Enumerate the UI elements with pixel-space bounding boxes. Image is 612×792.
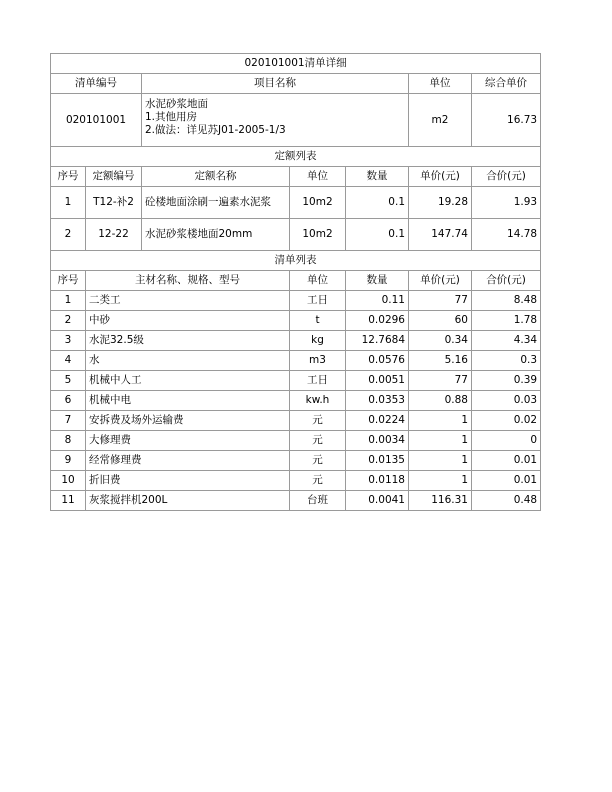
quota-code: 12-22 [86, 219, 142, 251]
quota-row [51, 219, 541, 251]
material-section-title: 清单列表 [51, 251, 541, 271]
material-qty: 0.0135 [346, 451, 409, 471]
quota-section-title: 定额列表 [51, 147, 541, 167]
material-price: 1 [409, 431, 472, 451]
material-total: 8.48 [472, 291, 541, 311]
material-price: 1 [409, 451, 472, 471]
material-row [51, 391, 541, 411]
material-unit: 元 [290, 471, 346, 491]
quota-row [51, 187, 541, 219]
material-total: 4.34 [472, 331, 541, 351]
material-unit: 元 [290, 411, 346, 431]
material-no: 7 [51, 411, 86, 431]
material-price: 60 [409, 311, 472, 331]
material-price: 1 [409, 471, 472, 491]
material-row [51, 431, 541, 451]
material-no: 5 [51, 371, 86, 391]
material-header-no: 序号 [51, 271, 86, 291]
material-total: 0.03 [472, 391, 541, 411]
quota-header-no: 序号 [51, 167, 86, 187]
quota-total: 1.93 [472, 187, 541, 219]
bill-code: 020101001 [51, 94, 142, 147]
quota-header-name: 定额名称 [142, 167, 290, 187]
material-total: 0.48 [472, 491, 541, 511]
bill-description [142, 94, 409, 147]
material-name: 机械中人工 [86, 371, 290, 391]
material-row [51, 451, 541, 471]
quota-total: 14.78 [472, 219, 541, 251]
material-name: 机械中电 [86, 391, 290, 411]
material-header-price: 单价(元) [409, 271, 472, 291]
bill-desc-line: 2.做法：详见苏J01-2005-1/3 [145, 124, 286, 136]
material-row [51, 291, 541, 311]
material-name: 安拆费及场外运输费 [86, 411, 290, 431]
material-total: 1.78 [472, 311, 541, 331]
material-row [51, 351, 541, 371]
material-row [51, 331, 541, 351]
quota-price: 147.74 [409, 219, 472, 251]
material-total: 0.3 [472, 351, 541, 371]
material-row [51, 311, 541, 331]
material-unit: 元 [290, 431, 346, 451]
material-no: 3 [51, 331, 86, 351]
material-name: 经常修理费 [86, 451, 290, 471]
material-unit: 元 [290, 451, 346, 471]
material-qty: 0.0296 [346, 311, 409, 331]
col-header-unit-price: 综合单价 [472, 74, 541, 94]
material-unit: t [290, 311, 346, 331]
material-total: 0.01 [472, 471, 541, 491]
material-unit: kw.h [290, 391, 346, 411]
material-no: 11 [51, 491, 86, 511]
material-price: 77 [409, 371, 472, 391]
col-header-bill-code: 清单编号 [51, 74, 142, 94]
material-unit: 台班 [290, 491, 346, 511]
quota-header-price: 单价(元) [409, 167, 472, 187]
material-price: 0.88 [409, 391, 472, 411]
material-name: 水泥32.5级 [86, 331, 290, 351]
material-qty: 0.0118 [346, 471, 409, 491]
material-name: 水 [86, 351, 290, 371]
material-row [51, 471, 541, 491]
material-price: 116.31 [409, 491, 472, 511]
quota-unit: 10m2 [290, 187, 346, 219]
material-row [51, 371, 541, 391]
bill-detail-title: 020101001清单详细 [51, 54, 541, 74]
material-qty: 0.0041 [346, 491, 409, 511]
material-name: 灰浆搅拌机200L [86, 491, 290, 511]
material-no: 4 [51, 351, 86, 371]
quota-header-total: 合价(元) [472, 167, 541, 187]
material-qty: 0.0353 [346, 391, 409, 411]
bill-detail-table [50, 53, 541, 511]
material-no: 10 [51, 471, 86, 491]
material-unit: 工日 [290, 371, 346, 391]
material-total: 0.01 [472, 451, 541, 471]
material-no: 8 [51, 431, 86, 451]
material-unit: m3 [290, 351, 346, 371]
material-name: 大修理费 [86, 431, 290, 451]
quota-no: 1 [51, 187, 86, 219]
bill-desc-line: 1.其他用房 [145, 111, 198, 123]
material-qty: 0.0034 [346, 431, 409, 451]
material-header-total: 合价(元) [472, 271, 541, 291]
quota-header-code: 定额编号 [86, 167, 142, 187]
quota-header-qty: 数量 [346, 167, 409, 187]
quota-qty: 0.1 [346, 219, 409, 251]
material-name: 中砂 [86, 311, 290, 331]
quota-code: T12-补2 [86, 187, 142, 219]
quota-price: 19.28 [409, 187, 472, 219]
bill-desc-line: 水泥砂浆地面 [145, 98, 208, 110]
quota-qty: 0.1 [346, 187, 409, 219]
material-price: 5.16 [409, 351, 472, 371]
material-price: 77 [409, 291, 472, 311]
material-unit: 工日 [290, 291, 346, 311]
material-row [51, 491, 541, 511]
material-total: 0.02 [472, 411, 541, 431]
material-no: 1 [51, 291, 86, 311]
quota-unit: 10m2 [290, 219, 346, 251]
quota-no: 2 [51, 219, 86, 251]
material-qty: 12.7684 [346, 331, 409, 351]
material-price: 1 [409, 411, 472, 431]
material-name: 折旧费 [86, 471, 290, 491]
col-header-item-name: 项目名称 [142, 74, 409, 94]
material-header-unit: 单位 [290, 271, 346, 291]
material-price: 0.34 [409, 331, 472, 351]
material-total: 0.39 [472, 371, 541, 391]
material-name: 二类工 [86, 291, 290, 311]
material-no: 9 [51, 451, 86, 471]
bill-unit-price: 16.73 [472, 94, 541, 147]
quota-name: 砼楼地面涂刷一遍素水泥浆 [142, 187, 290, 219]
material-header-qty: 数量 [346, 271, 409, 291]
quota-name: 水泥砂浆楼地面20mm [142, 219, 290, 251]
material-total: 0 [472, 431, 541, 451]
material-no: 2 [51, 311, 86, 331]
material-qty: 0.0576 [346, 351, 409, 371]
material-qty: 0.0224 [346, 411, 409, 431]
material-header-name: 主材名称、规格、型号 [86, 271, 290, 291]
quota-header-unit: 单位 [290, 167, 346, 187]
col-header-unit: 单位 [409, 74, 472, 94]
material-row [51, 411, 541, 431]
material-unit: kg [290, 331, 346, 351]
material-qty: 0.11 [346, 291, 409, 311]
material-no: 6 [51, 391, 86, 411]
bill-unit: m2 [409, 94, 472, 147]
material-qty: 0.0051 [346, 371, 409, 391]
